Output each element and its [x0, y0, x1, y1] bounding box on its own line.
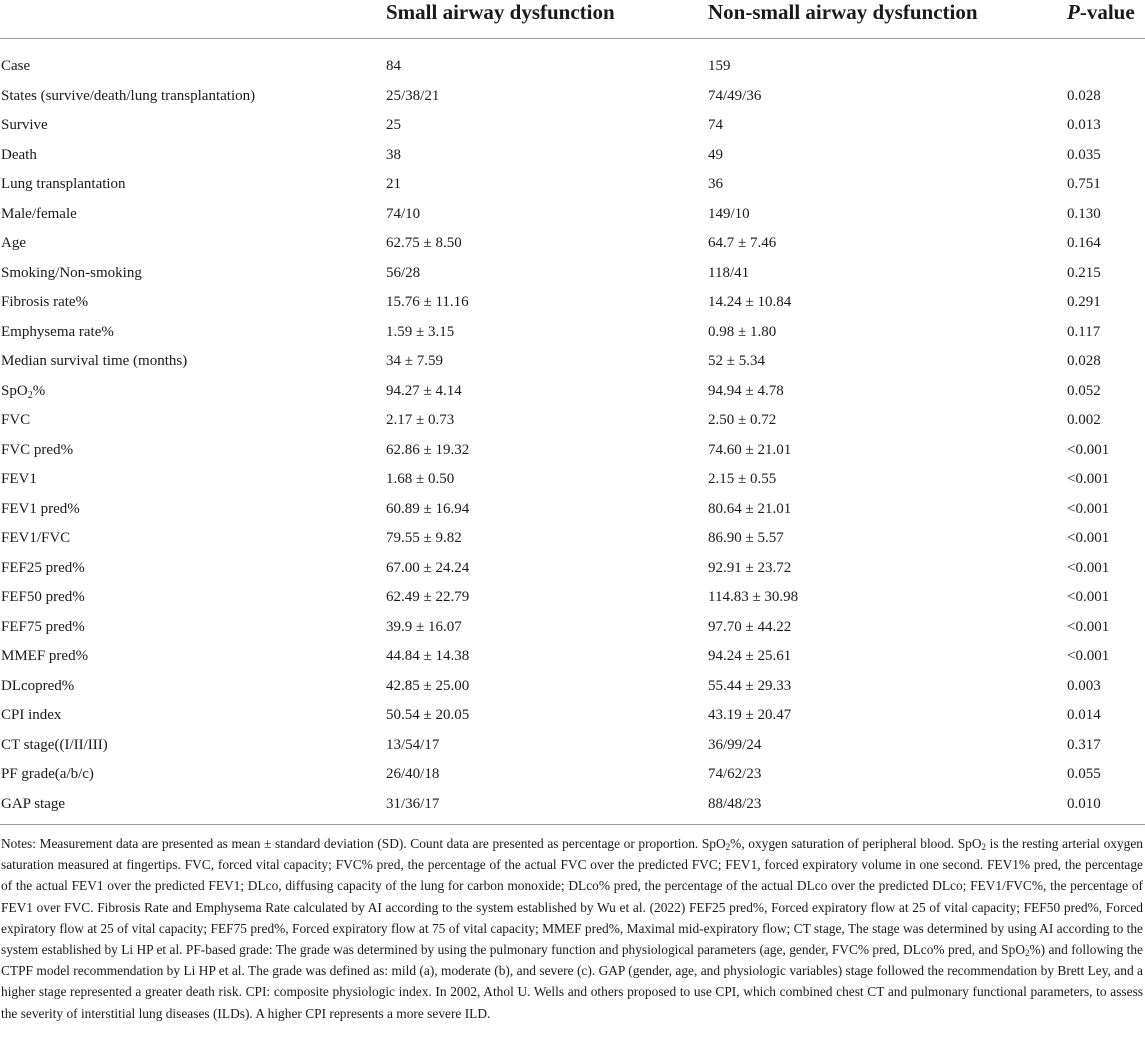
row-label: FEF75 pred% — [1, 618, 85, 635]
cell-p-value: 0.028 — [1067, 353, 1101, 369]
table-row — [0, 111, 1145, 141]
cell-small-airway: 60.89 ± 16.94 — [386, 500, 470, 517]
cell-p-value: <0.001 — [1067, 648, 1110, 664]
cell-p-value: <0.001 — [1067, 500, 1110, 517]
table-row — [0, 406, 1145, 436]
cell-non-small-airway: 80.64 ± 21.01 — [708, 500, 792, 517]
row-label: Male/female — [1, 205, 77, 222]
cell-small-airway: 13/54/17 — [386, 736, 440, 753]
cell-small-airway: 94.27 ± 4.14 — [386, 382, 462, 399]
cell-non-small-airway: 36/99/24 — [708, 736, 762, 753]
cell-small-airway: 74/10 — [386, 205, 421, 222]
row-label: Smoking/Non-smoking — [1, 264, 142, 281]
table-row — [0, 524, 1145, 554]
table-header — [0, 0, 1145, 39]
cell-small-airway: 62.86 ± 19.32 — [386, 441, 470, 458]
header-p-italic: P — [1067, 0, 1080, 24]
notes-part-4: %) and following the CTPF model recommendation by Li HP et al. The grade was defined as: mild (a), moderate (b), and severe (c). GAP (gender, age, and physiologic variables) stage followed the recommendation by Brett Ley, and a higher stage represented a greater death risk. CPI: composite physiologic index. In 2002, Athol U. Wells and others proposed to use CPI, which combined chest CT and pulmonary functional parameters, to assess the severity of interstitial lung diseases (ILDs). A higher CPI represents a more severe ILD. — [1, 942, 1144, 1021]
cell-p-value: 0.010 — [1067, 795, 1101, 812]
table-row — [0, 495, 1145, 525]
cell-p-value: 0.215 — [1067, 264, 1101, 281]
cell-small-airway: 1.59 ± 3.15 — [386, 323, 455, 340]
cell-non-small-airway: 97.70 ± 44.22 — [708, 618, 792, 635]
cell-non-small-airway: 114.83 ± 30.98 — [708, 589, 799, 605]
table-row — [0, 200, 1145, 230]
table-row — [0, 701, 1145, 731]
row-label: Emphysema rate% — [1, 323, 114, 340]
row-label: States (survive/death/lung transplantation) — [1, 87, 256, 104]
cell-small-airway: 21 — [386, 176, 401, 192]
cell-p-value: 0.028 — [1067, 87, 1101, 104]
cell-non-small-airway: 94.24 ± 25.61 — [708, 648, 792, 664]
row-label: Case — [1, 58, 31, 74]
row-label: Fibrosis rate% — [1, 294, 89, 310]
cell-p-value: 0.035 — [1067, 146, 1101, 163]
cell-p-value: 0.002 — [1067, 412, 1101, 428]
table-notes — [0, 825, 1145, 1024]
cell-small-airway: 26/40/18 — [386, 766, 440, 782]
header-small-airway-dysfunction: Small airway dysfunction — [386, 0, 615, 24]
row-label: FEV1 pred% — [1, 500, 80, 517]
cell-small-airway: 34 ± 7.59 — [386, 353, 443, 369]
row-label: PF grade(a/b/c) — [1, 766, 94, 782]
header-p-value — [1067, 0, 1135, 25]
cell-small-airway: 2.17 ± 0.73 — [386, 412, 455, 428]
table-row — [0, 141, 1145, 171]
table-row — [0, 170, 1145, 200]
cell-non-small-airway: 74.60 ± 21.01 — [708, 441, 792, 458]
cell-small-airway: 25 — [386, 117, 401, 133]
row-label: FEV1/FVC — [1, 530, 71, 546]
cell-p-value: 0.055 — [1067, 766, 1101, 782]
cell-non-small-airway: 43.19 ± 20.47 — [708, 707, 792, 723]
table-row — [0, 229, 1145, 259]
cell-small-airway: 62.49 ± 22.79 — [386, 589, 470, 605]
row-label: FEV1 — [1, 471, 37, 487]
table-row — [0, 731, 1145, 761]
cell-small-airway: 79.55 ± 9.82 — [386, 530, 462, 546]
cell-non-small-airway: 0.98 ± 1.80 — [708, 323, 777, 340]
table-row — [0, 760, 1145, 790]
cell-non-small-airway: 55.44 ± 29.33 — [708, 677, 792, 694]
row-label: Survive — [1, 117, 48, 133]
row-label: DLcopred% — [1, 677, 75, 694]
table-row — [0, 790, 1145, 820]
cell-small-airway: 39.9 ± 16.07 — [386, 618, 462, 635]
notes-sub-3: 2 — [1025, 948, 1030, 959]
cell-p-value: <0.001 — [1067, 530, 1110, 546]
row-label: GAP stage — [1, 795, 66, 812]
cell-p-value: <0.001 — [1067, 589, 1110, 605]
table-row — [0, 347, 1145, 377]
cell-p-value: 0.751 — [1067, 176, 1101, 192]
cell-small-airway: 56/28 — [386, 264, 421, 281]
row-label: FVC pred% — [1, 441, 74, 458]
table-row — [0, 52, 1145, 82]
header-non-small-airway-dysfunction: Non-small airway dysfunction — [708, 0, 978, 24]
cell-p-value: 0.317 — [1067, 736, 1101, 753]
cell-non-small-airway: 74 — [708, 117, 723, 133]
cell-non-small-airway: 36 — [708, 176, 723, 192]
cell-small-airway: 15.76 ± 11.16 — [386, 294, 469, 310]
table-row — [0, 259, 1145, 289]
row-label-sub: 2 — [27, 389, 33, 401]
cell-non-small-airway: 2.15 ± 0.55 — [708, 471, 777, 487]
cell-non-small-airway: 74/62/23 — [708, 766, 762, 782]
cell-p-value: <0.001 — [1067, 471, 1110, 487]
table-body — [0, 39, 1145, 819]
row-label: FEF50 pred% — [1, 589, 85, 605]
cell-p-value: 0.014 — [1067, 707, 1101, 723]
cell-p-value: 0.052 — [1067, 382, 1101, 399]
cell-small-airway: 25/38/21 — [386, 87, 440, 104]
row-label-post: % — [32, 382, 46, 399]
row-label: CPI index — [1, 707, 62, 723]
row-label: CT stage((I/II/III) — [1, 736, 108, 753]
notes-part-3: is the resting arterial oxygen saturation measured at fingertips. FVC, forced vital capacity; FVC% pred, the percentage of the actual FVC over the predicted FVC; FEV1, forced expiratory volume in one second. FEV1% pred, the percentage of the actual FEV1 over the predicted FEV1; DLco, diffusing capacity of the lung for carbon monoxide; DLco% pred, the percentage of the actual DLco over the predicted DLco; FEV1/FVC%, the percentage of FEV1 over FVC. Fibrosis Rate and Emphysema Rate calculated by AI according to the system established by Wu et al. (2022) FEF25 pred%, Forced expiratory flow at 25 of vital capacity; FEF50 pred%, Forced expiratory flow at 25 of vital capacity; FEF75 pred%, Forced expiratory flow at 75 of vital capacity; MMEF pred%, Maximal mid-expiratory flow; CT stage, The stage was determined by using AI according to the system established by Li HP et al. PF-based grade: The grade was determined by using the pulmonary function and physiological parameters (age, gender, FVC% pred, DLco% pred, and SpO — [1, 836, 1144, 958]
notes-sub-1: 2 — [725, 842, 731, 852]
table-row — [0, 465, 1145, 495]
cell-p-value: 0.013 — [1067, 117, 1101, 133]
cell-non-small-airway: 2.50 ± 0.72 — [708, 412, 777, 428]
table-row — [0, 642, 1145, 672]
table-row — [0, 82, 1145, 112]
cell-non-small-airway: 118/41 — [708, 264, 750, 281]
cell-p-value: 0.117 — [1067, 323, 1101, 340]
row-label — [1, 377, 45, 407]
cell-p-value: <0.001 — [1067, 441, 1110, 458]
cell-p-value: 0.130 — [1067, 205, 1101, 222]
row-label-pre: SpO — [1, 382, 28, 399]
table-row — [0, 318, 1145, 348]
header-p-rest: -value — [1079, 0, 1135, 24]
cell-non-small-airway: 74/49/36 — [708, 87, 762, 104]
cell-non-small-airway: 88/48/23 — [708, 795, 762, 812]
row-label: Lung transplantation — [1, 176, 126, 192]
cell-non-small-airway: 149/10 — [708, 205, 750, 222]
cell-non-small-airway: 86.90 ± 5.57 — [708, 530, 784, 546]
row-label: FVC — [1, 412, 31, 428]
row-label: Age — [1, 235, 26, 251]
cell-small-airway: 67.00 ± 24.24 — [386, 559, 470, 576]
cell-non-small-airway: 159 — [708, 58, 731, 74]
cell-p-value: <0.001 — [1067, 559, 1110, 576]
cell-small-airway: 31/36/17 — [386, 795, 440, 812]
cell-small-airway: 50.54 ± 20.05 — [386, 707, 470, 723]
row-label: MMEF pred% — [1, 648, 89, 664]
cell-small-airway: 38 — [386, 146, 401, 163]
cell-non-small-airway: 92.91 ± 23.72 — [708, 559, 792, 576]
row-label: FEF25 pred% — [1, 559, 85, 576]
cell-small-airway: 84 — [386, 58, 401, 74]
row-label: Median survival time (months) — [1, 353, 188, 369]
table-row — [0, 583, 1145, 613]
cell-small-airway: 42.85 ± 25.00 — [386, 677, 470, 694]
table-row — [0, 436, 1145, 466]
table-row — [0, 554, 1145, 584]
row-label: Death — [1, 146, 37, 163]
cell-small-airway: 62.75 ± 8.50 — [386, 235, 462, 251]
cell-p-value: 0.291 — [1067, 294, 1101, 310]
notes-part-2: %, oxygen saturation of peripheral blood. SpO — [730, 836, 982, 851]
cell-p-value: 0.003 — [1067, 677, 1101, 694]
cell-p-value: 0.164 — [1067, 235, 1101, 251]
table-row — [0, 672, 1145, 702]
cell-small-airway: 1.68 ± 0.50 — [386, 471, 455, 487]
cell-small-airway: 44.84 ± 14.38 — [386, 648, 470, 664]
notes-sub-2: 2 — [981, 842, 987, 852]
cell-non-small-airway: 14.24 ± 10.84 — [708, 294, 792, 310]
cell-non-small-airway: 94.94 ± 4.78 — [708, 382, 784, 399]
cell-non-small-airway: 49 — [708, 146, 723, 163]
table-row — [0, 377, 1145, 407]
cell-p-value: <0.001 — [1067, 618, 1110, 635]
cell-non-small-airway: 64.7 ± 7.46 — [708, 235, 777, 251]
cell-non-small-airway: 52 ± 5.34 — [708, 353, 765, 369]
notes-part-1: Notes: Measurement data are presented as mean ± standard deviation (SD). Count data are presented as percentage or proportion. SpO — [1, 836, 726, 851]
table-row — [0, 288, 1145, 318]
table-row — [0, 613, 1145, 643]
